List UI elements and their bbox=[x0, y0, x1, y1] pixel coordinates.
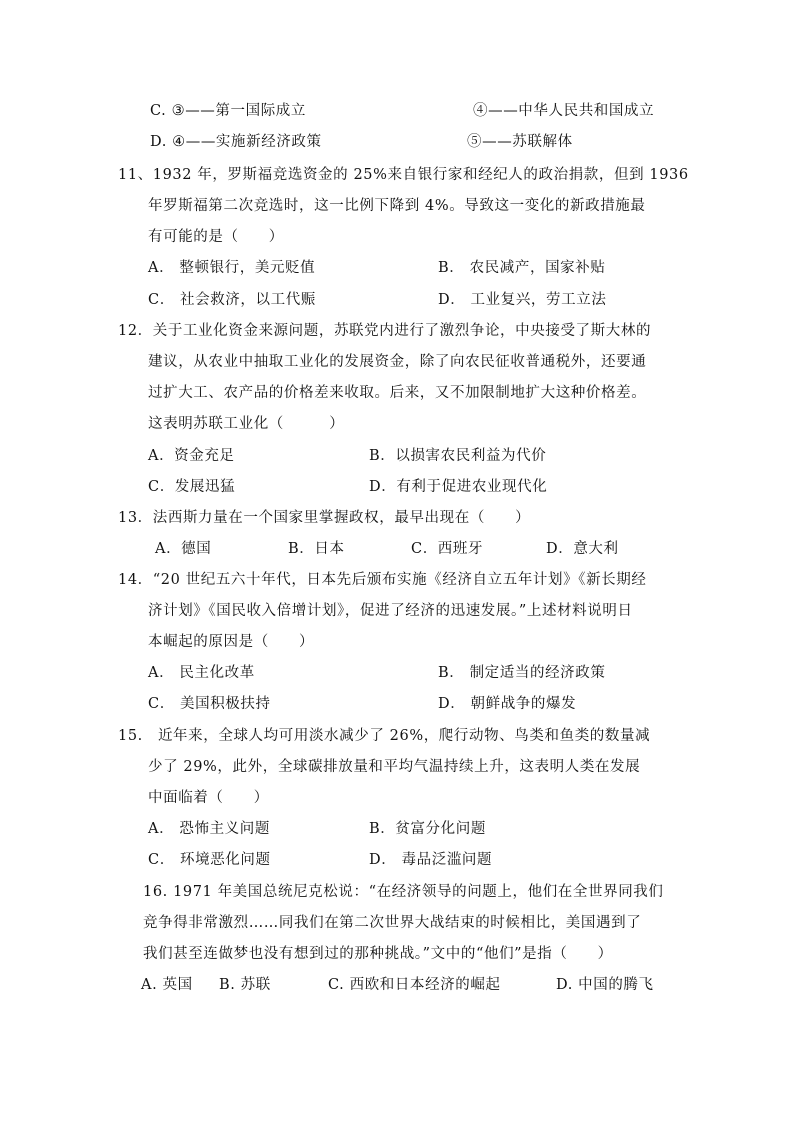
q12-stem-line3: 过扩大工、农产品的价格差来收取。后来，又不加限制地扩大这种价格差。 bbox=[148, 385, 647, 401]
q16-stem-line3: 我们甚至连做梦也没有想到过的那种挑战。”文中的“他们”是指（ ） bbox=[143, 946, 613, 962]
q10-option-c-right: ④——中华人民共和国成立 bbox=[473, 103, 655, 119]
q11-option-d: D． 工业复兴，劳工立法 bbox=[438, 292, 607, 308]
q13-stem-line1: 13．法西斯力量在一个国家里掌握政权，最早出现在（ ） bbox=[118, 510, 531, 526]
q15-option-a: A． 恐怖主义问题 bbox=[148, 821, 270, 837]
q12-option-c: C．发展迅猛 bbox=[148, 479, 236, 495]
q15-option-d: D． 毒品泛滥问题 bbox=[369, 852, 493, 868]
q16-option-c: C. 西欧和日本经济的崛起 bbox=[328, 977, 501, 993]
q16-stem-line1: 16. 1971 年美国总统尼克松说：“在经济领导的问题上，他们在全世界同我们 bbox=[143, 884, 664, 900]
q10-option-d: D. ④——实施新经济政策 bbox=[150, 134, 322, 150]
q15-stem-line1: 15. 近年来，全球人均可用淡水减少了 26%，爬行动物、鸟类和鱼类的数量减 bbox=[118, 728, 651, 744]
q10-option-d-right: ⑤——苏联解体 bbox=[467, 134, 573, 150]
q12-stem-line1: 12．关于工业化资金来源问题，苏联党内进行了激烈争论，中央接受了斯大林的 bbox=[118, 323, 652, 339]
q16-option-a: A. 英国 bbox=[141, 977, 193, 993]
q13-option-d: D．意大利 bbox=[546, 541, 619, 557]
q10-option-c: C. ③——第一国际成立 bbox=[150, 103, 306, 119]
q13-option-b: B．日本 bbox=[288, 541, 345, 557]
q14-stem-line3: 本崛起的原因是（ ） bbox=[148, 634, 315, 650]
q14-option-c: C． 美国积极扶持 bbox=[148, 696, 271, 712]
q16-option-d: D. 中国的腾飞 bbox=[556, 977, 654, 993]
q13-option-c: C．西班牙 bbox=[411, 541, 484, 557]
q14-option-d: D． 朝鲜战争的爆发 bbox=[438, 696, 577, 712]
q12-option-a: A．资金充足 bbox=[148, 448, 235, 464]
q13-option-a: A．德国 bbox=[155, 541, 212, 557]
q15-option-c: C． 环境恶化问题 bbox=[148, 852, 271, 868]
q16-option-b: B. 苏联 bbox=[219, 977, 271, 993]
q11-stem-line2: 年罗斯福第二次竞选时，这一比例下降到 4%。导致这一变化的新政措施最 bbox=[148, 198, 646, 214]
q12-stem-line2: 建议，从农业中抽取工业化的发展资金，除了向农民征收普通税外，还要通 bbox=[148, 354, 647, 370]
q14-stem-line1: 14．“20 世纪五六十年代，日本先后颁布实施《经济自立五年计划》《新长期经 bbox=[118, 572, 647, 588]
q11-stem-line1: 11、1932 年，罗斯福竞选资金的 25%来自银行家和经纪人的政治捐款，但到 1936 bbox=[118, 167, 689, 183]
q11-option-b: B． 农民减产，国家补贴 bbox=[438, 260, 606, 276]
q12-stem-line4: 这表明苏联工业化（ ） bbox=[148, 416, 345, 432]
q12-option-b: B．以损害农民利益为代价 bbox=[369, 448, 547, 464]
q14-option-a: A． 民主化改革 bbox=[148, 665, 255, 681]
q11-stem-line3: 有可能的是（ ） bbox=[148, 229, 284, 245]
q11-option-c: C． 社会救济，以工代赈 bbox=[148, 292, 316, 308]
q14-stem-line2: 济计划》《国民收入倍增计划》，促进了经济的迅速发展。”上述材料说明日 bbox=[148, 603, 633, 619]
q16-stem-line2: 竞争得非常激烈……同我们在第二次世界大战结束的时候相比，美国遇到了 bbox=[143, 915, 642, 931]
q14-option-b: B． 制定适当的经济政策 bbox=[438, 665, 606, 681]
q15-stem-line3: 中面临着（ ） bbox=[148, 790, 269, 806]
q11-option-a: A． 整顿银行，美元贬值 bbox=[148, 260, 316, 276]
q12-option-d: D．有利于促进农业现代化 bbox=[369, 479, 548, 495]
q15-stem-line2: 少了 29%，此外，全球碳排放量和平均气温持续上升，这表明人类在发展 bbox=[148, 759, 641, 775]
q15-option-b: B．贫富分化问题 bbox=[369, 821, 486, 837]
